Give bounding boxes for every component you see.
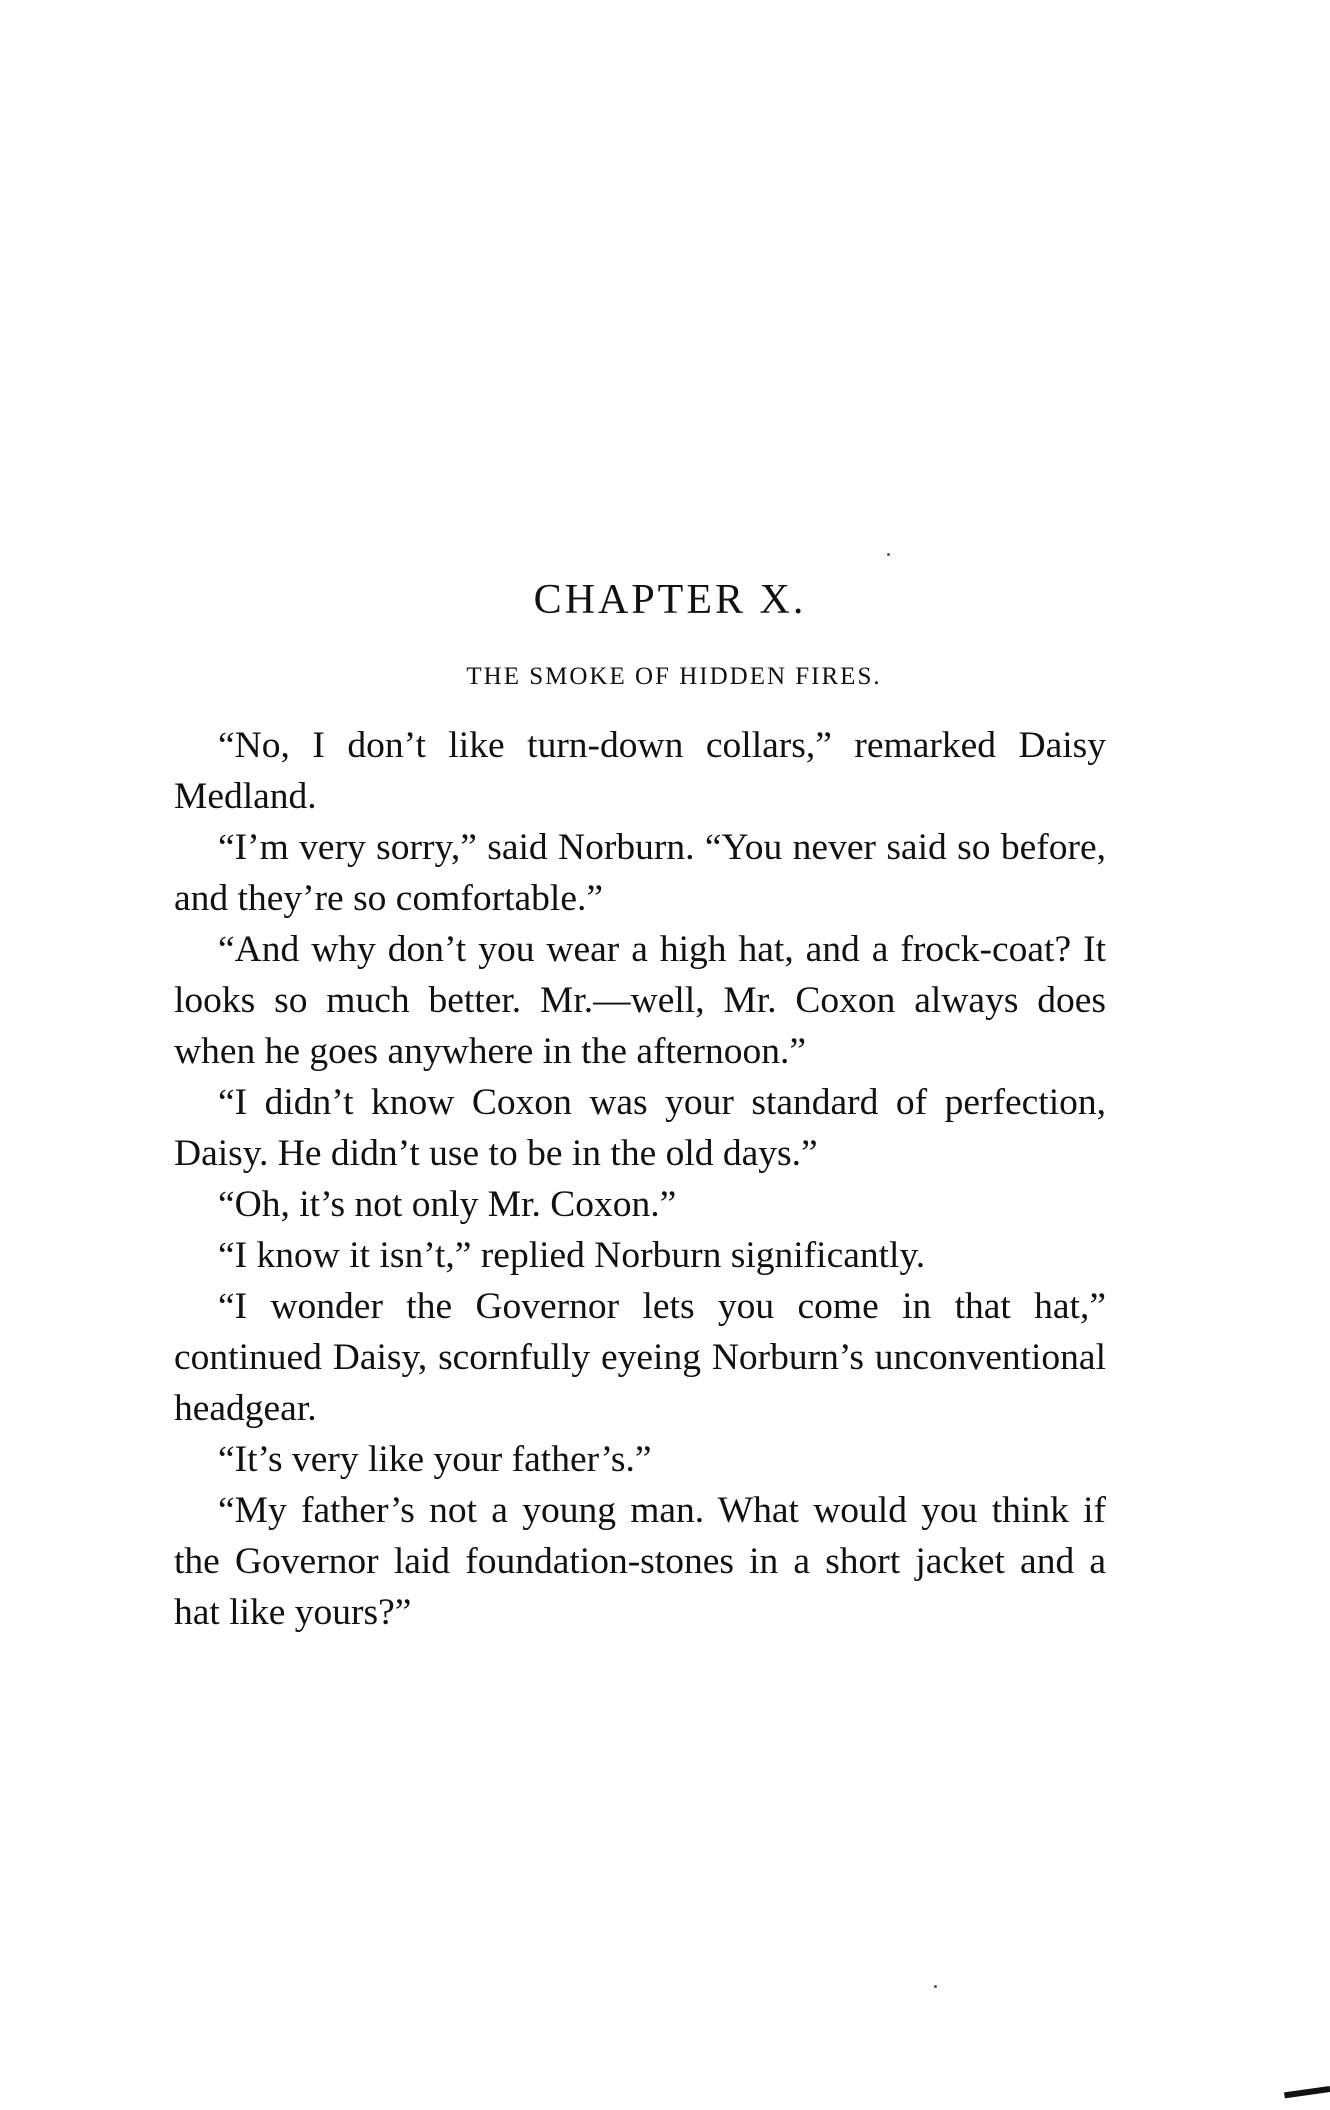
paragraph: “It’s very like your father’s.” (218, 1439, 652, 1480)
page-edge-mark (1284, 2086, 1330, 2098)
paragraph: “My father’s not a young man. What would you think if the Governor laid foundation-stones in a short jacket and a hat like yours?” (174, 1490, 1106, 1633)
paragraph: “Oh, it’s not only Mr. Coxon.” (218, 1184, 677, 1225)
paragraph: “I’m very sorry,” said Norburn. “You never said so before, and they’re so comfortable.” (174, 827, 1106, 919)
print-speck (934, 1985, 937, 1988)
paragraph: “No, I don’t like turn-down collars,” remarked Daisy Medland. (174, 725, 1106, 817)
paragraph: “And why don’t you wear a high hat, and a frock-coat? It looks so much better. Mr.—well, Mr. Coxon always does when he goes anywhere in the afternoon.” (174, 929, 1106, 1072)
chapter-title: THE SMOKE OF HIDDEN FIRES. (466, 663, 882, 690)
chapter-heading: CHAPTER X. (533, 577, 807, 623)
print-speck (887, 553, 890, 556)
chapter-body (174, 720, 1106, 1638)
paragraph: “I didn’t know Coxon was your standard of perfection, Daisy. He didn’t use to be in the old days.” (174, 1082, 1106, 1174)
paragraph: “I know it isn’t,” replied Norburn significantly. (218, 1235, 926, 1276)
paragraph: “I wonder the Governor lets you come in that hat,” continued Daisy, scornfully eyeing Norburn’s unconventional headgear. (174, 1286, 1106, 1429)
